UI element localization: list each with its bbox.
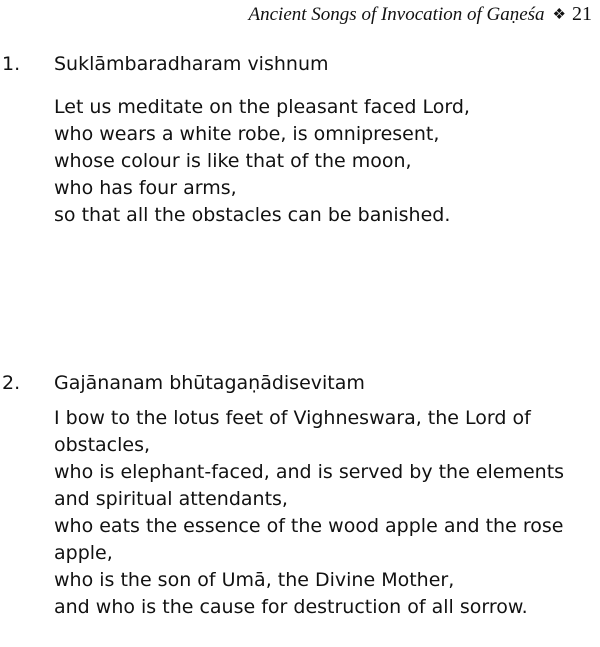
verse-line: and who is the cause for destruction of all sorrow. [54,596,528,618]
running-head [249,2,592,28]
verse-title: Gajānanam bhūtagaṇādisevitam [54,372,365,394]
verse-line: whose colour is like that of the moon, [54,150,412,172]
verse-line: who is the son of Umā, the Divine Mother, [54,569,455,591]
verse-line: obstacles, [54,434,151,456]
ornament-icon: ❖ [552,7,566,23]
verse-number: 1. [2,53,21,75]
running-head-title: Ancient Songs of Invocation of Gaṇeśa [248,4,545,25]
verse-line: who has four arms, [54,177,237,199]
verse-heading [0,368,600,398]
verse-line: who wears a white robe, is omnipresent, [54,123,440,145]
page-number: 21 [572,3,592,25]
verse-line: who is elephant-faced, and is served by the elements [54,461,565,483]
verse-line: and spiritual attendants, [54,488,288,510]
verse-line: so that all the obstacles can be banished. [54,204,451,226]
verse-line: who eats the essence of the wood apple and the rose [54,515,564,537]
verse-title: Suklāmbaradharam vishnum [54,53,329,75]
verse-1 [0,49,600,226]
verse-translation [54,94,594,229]
verse-line: Let us meditate on the pleasant faced Lord, [54,96,470,118]
verse-heading [0,49,600,79]
verse-translation [54,405,594,621]
verse-number: 2. [2,372,21,394]
verse-2 [0,368,600,618]
verse-line: I bow to the lotus feet of Vighneswara, the Lord of [54,407,531,429]
verse-line: apple, [54,542,113,564]
